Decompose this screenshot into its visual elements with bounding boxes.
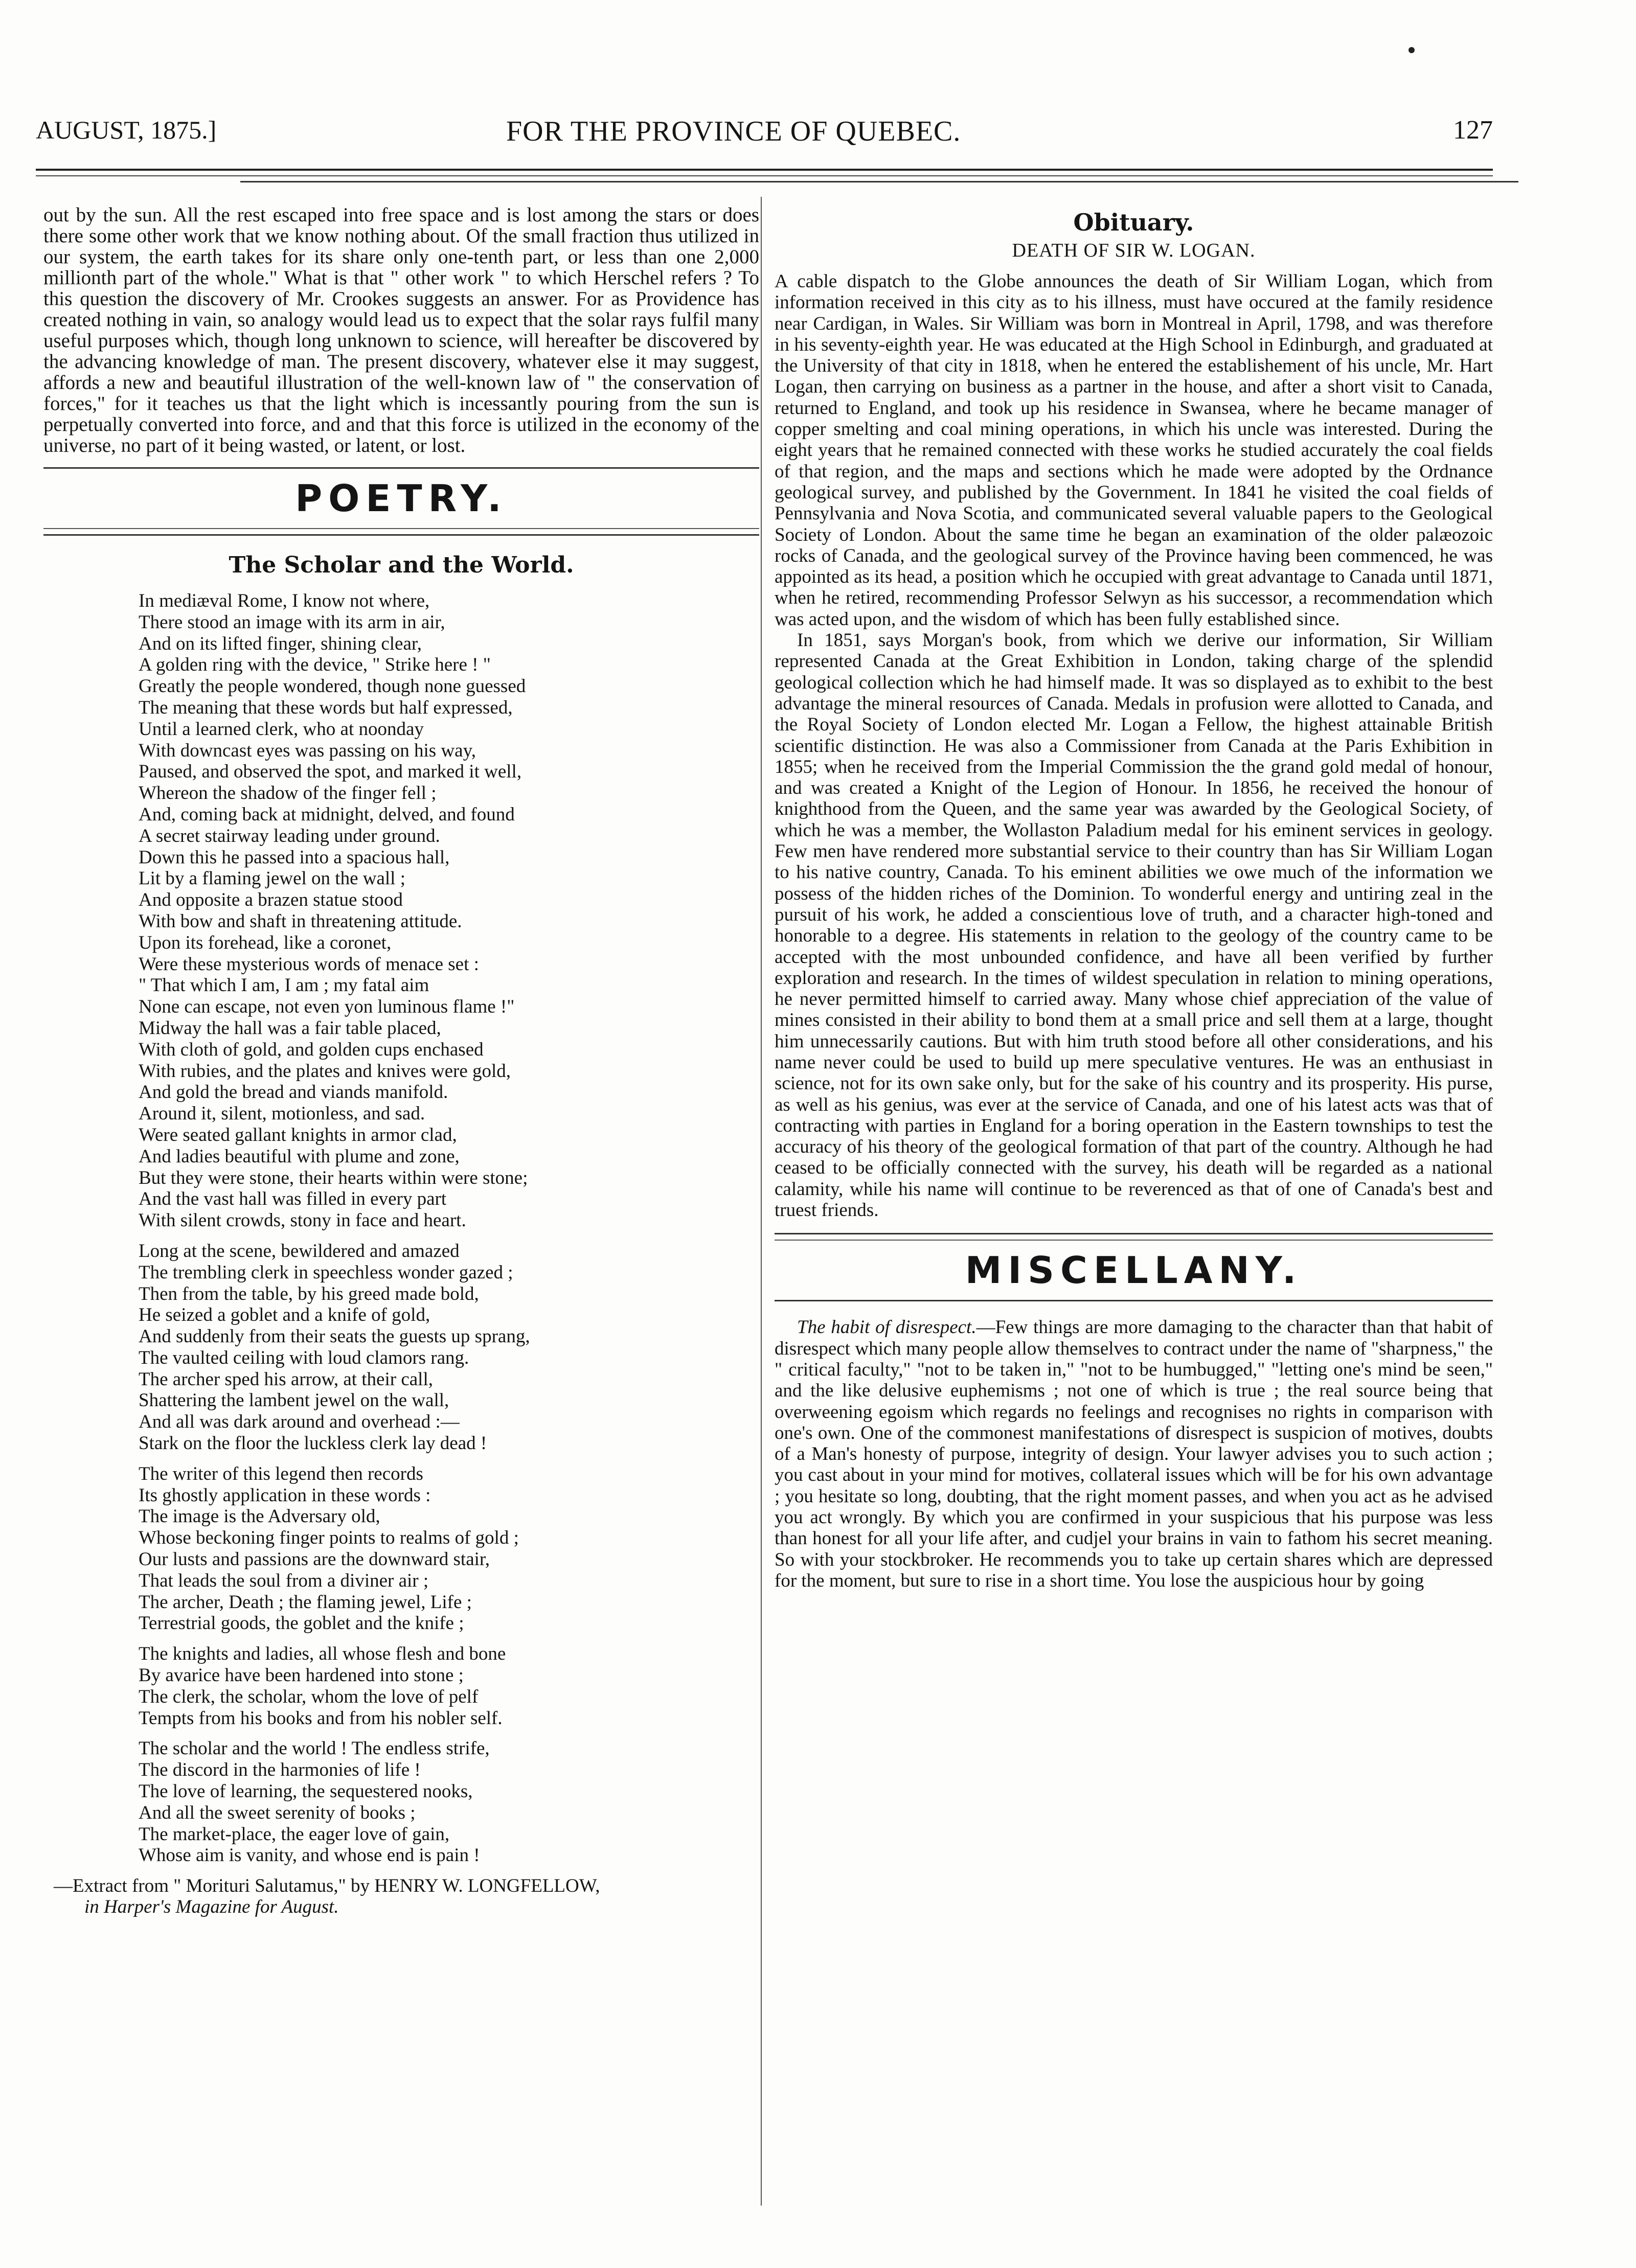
poem-line: None can escape, not even yon luminous flame !": [139, 996, 515, 1018]
poem-line: Midway the hall was a fair table placed,: [139, 1017, 441, 1039]
poem-line: Whose beckoning finger points to realms of gold ;: [139, 1527, 519, 1549]
poem-line: Were seated gallant knights in armor clad,: [139, 1124, 457, 1146]
poem-attribution: [54, 1875, 759, 1917]
poem-line: The scholar and the world ! The endless strife,: [139, 1738, 490, 1759]
miscellany-lead: The habit of disrespect.: [797, 1317, 976, 1338]
poem-line: Its ghostly application in these words :: [139, 1484, 431, 1506]
poem-line: Whereon the shadow of the finger fell ;: [139, 783, 437, 804]
obituary-paragraph: In 1851, says Morgan's book, from which we derive our information, Sir William represented Canada at the Great Exhibition in London, taking charge of the splendid geological collection which he had himself made. It was so displayed as to exhibit to the best advantage the mineral resources of Canada. Medals in profusion were allotted to Canada, and the Royal Society of London elected Mr. Logan a Fellow, the highest attainable British scientific distinction. He was also a Commissioner from Canada at the Paris Exhibition in 1855; when he received from the Imperial Commission the the grand gold medal of honour, and was created a Knight of the Legion of Honour. In 1856, he received the honour of knighthood from the Queen, and the same year was awarded by the Geological Society, of which he was a member, the Wollaston Paladium medal for his eminent services in geology. Few men have rendered more substantial service to their country than has Sir William Logan to his native country, Canada. To his eminent abilities we owe much of the information we possess of the hidden riches of the Dominion. To wonderful energy and untiring zeal in the pursuit of his work, he added a conscientious love of truth, and a character high-toned and honorable to a degree. His statements in relation to the geology of the country came to be accepted with the most unbounded confidence, and have all been verified by further exploration and research. In the times of wildest speculation in relation to mining operations, he never permitted himself to carried away. Many whose chief appreciation of the value of mines consisted in their ability to bond them at a small price and sell them at a large, thought him unnecessarily cautions. But with him truth stood before all other considerations, and his name never could be used to build up mere speculative ventures. He was an enthusiast in science, not for its own sake only, but for the sake of his country and its prosperity. His purse, as well as his genius, was ever at the service of Canada, and one of his latest acts was that of contracting with parties in England for a boring operation in the Eastern townships to test the accuracy of his theory of the geological formation of that part of the country. Although he had ceased to be officially connected with the survey, his death will be regarded as a national calamity, while his name will continue to be reverenced as that of one of Canada's best and truest friends.: [775, 630, 1493, 1221]
poem-stanza: [139, 1738, 759, 1866]
section-rule: [43, 528, 759, 529]
poem-line: With cloth of gold, and golden cups enchased: [139, 1039, 484, 1060]
poem-line: Whose aim is vanity, and whose end is pain !: [139, 1845, 480, 1866]
poem-line: Tempts from his books and from his nobler self.: [139, 1707, 503, 1729]
poem-line: But they were stone, their hearts within were stone;: [139, 1167, 528, 1188]
miscellany-heading: MISCELLANY.: [965, 1249, 1303, 1292]
poem-line: A secret stairway leading under ground.: [139, 825, 440, 846]
header-rule-lower: [240, 181, 1518, 182]
obituary-heading: Obituary.: [1073, 209, 1194, 236]
poem-title: The Scholar and the World.: [229, 552, 574, 578]
poem-stanza: [139, 1643, 759, 1729]
poem-line: The vaulted ceiling with loud clamors rang.: [139, 1347, 469, 1368]
poem-line: The clerk, the scholar, whom the love of pelf: [139, 1686, 479, 1707]
poem-stanza: [139, 1241, 759, 1454]
left-column: [43, 204, 759, 1917]
header-date: AUGUST, 1875.]: [36, 116, 217, 144]
poetry-heading: POETRY.: [295, 477, 508, 520]
poem-line: The discord in the harmonies of life !: [139, 1759, 421, 1781]
poem-line: The market-place, the eager love of gain,: [139, 1823, 450, 1845]
poem-line: Until a learned clerk, who at noonday: [139, 718, 424, 740]
poem-line: With bow and shaft in threatening attitude.: [139, 910, 462, 932]
poem-line: The archer sped his arrow, at their call,: [139, 1368, 433, 1390]
poem-line: " That which I am, I am ; my fatal aim: [139, 975, 429, 996]
poem-line: And suddenly from their seats the guests up sprang,: [139, 1326, 530, 1347]
header-title: FOR THE PROVINCE OF QUEBEC.: [506, 116, 961, 147]
column-divider: [761, 197, 762, 2206]
poem-line: And all was dark around and overhead :—: [139, 1411, 460, 1433]
poem-line: Were these mysterious words of menace set :: [139, 953, 479, 975]
poem-line: Then from the table, by his greed made bold,: [139, 1283, 479, 1304]
poem-line: Shattering the lambent jewel on the wall,: [139, 1390, 449, 1411]
ink-speck: [1408, 47, 1415, 53]
page-number: 127: [1453, 116, 1493, 145]
poem-line: In mediæval Rome, I know not where,: [139, 590, 430, 611]
poem-line: With downcast eyes was passing on his way,: [139, 740, 476, 761]
poem-line: The knights and ladies, all whose flesh and bone: [139, 1643, 506, 1665]
poem-line: Stark on the floor the luckless clerk lay dead !: [139, 1433, 487, 1454]
poem-line: The archer, Death ; the flaming jewel, Life ;: [139, 1591, 472, 1613]
poem-line: Paused, and observed the spot, and marked it well,: [139, 761, 522, 783]
poem-body: [139, 590, 759, 1866]
poem-line: And the vast hall was filled in every part: [139, 1188, 447, 1210]
poem-line: And on its lifted finger, shining clear,: [139, 633, 422, 654]
poem-line: The image is the Adversary old,: [139, 1506, 380, 1527]
obituary-paragraph: A cable dispatch to the Globe announces the death of Sir William Logan, which from information received in this city as to his illness, must have occured at the family residence near Cardigan, in Wales. Sir William was born in Montreal in April, 1798, and was therefore in his seventy-eighth year. He was educated at the High School in Edinburgh, and graduated at the University of that city in 1818, when he entered the establishement of his uncle, Mr. Hart Logan, then carrying on business as a partner in the house, and after a short visit to Canada, returned to England, and took up his residence in Swansea, where he became manager of copper smelting and coal mining operations, in which his uncle was interested. During the eight years that he remained connected with these works he studied accurately the coal fields of that region, and the maps and sections which he made were adopted by the Ordnance geological survey, and published by the Government. In 1841 he visited the coal fields of Pennsylvania and Nova Scotia, and communicated several valuable papers to the Geological Society of London. About the same time he began an examination of the older palæozoic rocks of Canada, and the geological survey of the Province having been commenced, he was appointed as its head, a position which he occupied with great advantage to Canada until 1871, when he retired, recommending Professor Selwyn as his successor, a recommendation which was acted upon, and the wisdom of which has been fully established since.: [775, 271, 1493, 630]
section-rule: [775, 1233, 1493, 1234]
poem-line: And all the sweet serenity of books ;: [139, 1802, 416, 1823]
poem-line: A golden ring with the device, " Strike here ! ": [139, 654, 491, 676]
poem-line: Down this he passed into a spacious hall,: [139, 846, 450, 868]
poem-line: And opposite a brazen statue stood: [139, 889, 403, 911]
poem-line: And gold the bread and viands manifold.: [139, 1082, 448, 1103]
header-rule-thin: [36, 175, 1493, 176]
continued-article-paragraph: out by the sun. All the rest escaped into free space and is lost among the stars or does there some other work that we know nothing about. Of the small fraction thus utilized in our system, the earth takes for its share only one-tenth part, or less than one 2,000 millionth part of the whole." What is that " other work " to which Herschel refers ? To this question the discovery of Mr. Crookes suggests an answer. For as Providence has created nothing in vain, so analogy would lead us to expect that the solar rays fulfil many useful purposes which, though long unknown to science, will hereafter be discovered by the advancing knowledge of man. The present discovery, whatever else it may suggest, affords a new and beautiful illustration of the well-known law of " the conservation of forces," for it teaches us that the light which is incessantly pouring from the sun is perpetually converted into force, and and that this force is utilized in the economy of the universe, no part of it being wasted, or latent, or lost.: [43, 204, 759, 456]
obituary-subheading: DEATH OF SIR W. LOGAN.: [1012, 240, 1256, 261]
section-rule: [43, 467, 759, 469]
poem-line: By avarice have been hardened into stone ;: [139, 1665, 464, 1686]
poem-line: There stood an image with its arm in air,: [139, 611, 445, 633]
section-rule: [775, 1240, 1493, 1241]
poem-line: With rubies, and the plates and knives were gold,: [139, 1060, 511, 1082]
page-header: [36, 115, 1493, 151]
poem-line: That leads the soul from a diviner air ;: [139, 1570, 429, 1591]
right-column: [775, 204, 1493, 1591]
header-rule: [36, 169, 1493, 171]
poem-line: And, coming back at midnight, delved, and found: [139, 804, 515, 825]
poem-line: Lit by a flaming jewel on the wall ;: [139, 868, 405, 889]
poem-line: The meaning that these words but half expressed,: [139, 697, 513, 718]
poem-line: Upon its forehead, like a coronet,: [139, 932, 392, 953]
poem-line: The writer of this legend then records: [139, 1463, 423, 1484]
poem-line: Terrestrial goods, the goblet and the knife ;: [139, 1613, 464, 1634]
poem-line: He seized a goblet and a knife of gold,: [139, 1304, 430, 1326]
poem-line: With silent crowds, stony in face and heart.: [139, 1210, 466, 1231]
miscellany-paragraph: [775, 1317, 1493, 1591]
poem-line: Long at the scene, bewildered and amazed: [139, 1240, 460, 1262]
poem-stanza: [139, 1463, 759, 1634]
miscellany-text: —Few things are more damaging to the character than that habit of disrespect which many people allow themselves to contract under the name of "sharpness," the " critical faculty," "not to be taken in," "not to be humbugged," "letting one's mind be seen," and the like delusive euphemisms ; not one of which is true ; the real source being that overweening egoism which regards no feelings and recognises no rights in comparison with one's own. One of the commonest manifestations of disrespect is suspicion of motives, doubts of a Man's honesty of purpose, integrity of design. Your lawyer advises you to such action ; you cast about in your mind for motives, collateral issues which will be for his own advantage ; you hesitate so long, doubting, that the right moment passes, and when you act as he advised you act wrongly. By which you are confirmed in your suspicious that his purpose was less than honest for all your life after, and cudjel your brains in vain to fathom his secret meaning. So with your stockbroker. He recommends you to take up certain shares which are depressed for the moment, but sure to rise in a short time. You lose the auspicious hour by going: [775, 1317, 1493, 1591]
section-rule: [775, 1300, 1493, 1301]
poem-line: The trembling clerk in speechless wonder gazed ;: [139, 1262, 513, 1283]
poem-line: Greatly the people wondered, though none guessed: [139, 676, 526, 697]
attribution-source: in Harper's Magazine for August.: [84, 1896, 339, 1918]
poem-line: And ladies beautiful with plume and zone,: [139, 1146, 460, 1167]
poem-line: Our lusts and passions are the downward stair,: [139, 1549, 490, 1570]
attribution-line: —Extract from " Morituri Salutamus," by HENRY W. LONGFELLOW,: [54, 1875, 600, 1897]
poem-line: The love of learning, the sequestered nooks,: [139, 1781, 473, 1802]
poem-line: Around it, silent, motionless, and sad.: [139, 1103, 425, 1125]
poem-stanza: [139, 590, 759, 1231]
section-rule: [43, 534, 759, 536]
